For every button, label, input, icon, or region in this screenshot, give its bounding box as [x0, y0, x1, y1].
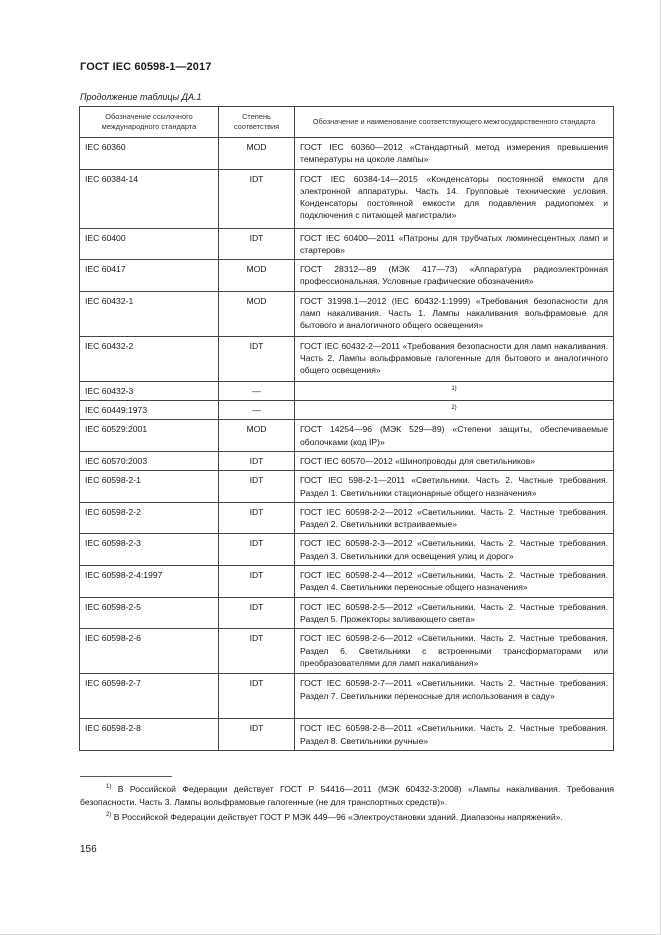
column-header-reference: Обозначение ссылочного международного стандарта: [80, 107, 219, 138]
interstate-standard-cell: ГОСТ IEC 598-2-1—2011 «Светильники. Часть 2. Частные требования. Раздел 1. Светильники стационарные общего назначения»: [295, 471, 614, 503]
conformity-degree-cell: MOD: [219, 420, 295, 452]
standards-table: [79, 106, 614, 751]
interstate-standard-cell: ГОСТ 14254—96 (МЭК 529—89) «Степени защиты, обеспечиваемые оболочками (код IP)»: [295, 420, 614, 452]
conformity-degree-cell: IDT: [219, 336, 295, 381]
page-number: 156: [80, 844, 97, 855]
footnote-reference: 2): [451, 405, 457, 412]
table-row: [80, 451, 614, 470]
conformity-degree-cell: IDT: [219, 566, 295, 598]
conformity-degree-cell: MOD: [219, 260, 295, 292]
conformity-degree-cell: IDT: [219, 169, 295, 228]
table-row: [80, 597, 614, 629]
table-header-row: [80, 107, 614, 138]
footnote-1: [80, 783, 614, 809]
interstate-standard-cell: ГОСТ IEC 60598-2-4—2012 «Светильники. Часть 2. Частные требования. Раздел 4. Светильники переносные общего назначения»: [295, 566, 614, 598]
footnote-1-mark: 1): [106, 784, 112, 790]
table-body: [80, 138, 614, 751]
table-row: [80, 674, 614, 719]
reference-standard-cell: IEC 60598-2-4:1997: [80, 566, 219, 598]
interstate-standard-cell: ГОСТ IEC 60570—2012 «Шинопроводы для светильников»: [295, 451, 614, 470]
reference-standard-cell: IEC 60449:1973: [80, 401, 219, 420]
interstate-standard-cell: ГОСТ IEC 60598-2-2—2012 «Светильники. Часть 2. Частные требования. Раздел 2. Светильники встраиваемые»: [295, 502, 614, 534]
reference-standard-cell: IEC 60400: [80, 228, 219, 260]
interstate-standard-cell: ГОСТ IEC 60384-14—2015 «Конденсаторы постоянной емкости для электронной аппаратуры. Часть 14. Групповые технические условия. Конденсаторы постоянной емкости для подавления радиопомех и подключения с питающей магистрали»: [295, 169, 614, 228]
reference-standard-cell: IEC 60570:2003: [80, 451, 219, 470]
reference-standard-cell: IEC 60529:2001: [80, 420, 219, 452]
footnote-divider: [80, 776, 172, 777]
conformity-degree-cell: MOD: [219, 138, 295, 170]
reference-standard-cell: IEC 60598-2-7: [80, 674, 219, 719]
table-row: [80, 260, 614, 292]
interstate-standard-cell: ГОСТ IEC 60598-2-3—2012 «Светильники. Часть 2. Частные требования. Раздел 3. Светильники для освещения улиц и дорог»: [295, 534, 614, 566]
interstate-standard-cell: ГОСТ IEC 60432-2—2011 «Требования безопасности для ламп накаливания. Часть 2. Лампы вольфрамовые галогенные для бытового и аналогичного общего освещения»: [295, 336, 614, 381]
reference-standard-cell: IEC 60598-2-1: [80, 471, 219, 503]
reference-standard-cell: IEC 60598-2-8: [80, 719, 219, 751]
reference-standard-cell: IEC 60432-1: [80, 291, 219, 336]
interstate-standard-cell: ГОСТ IEC 60598-2-6—2012 «Светильники. Часть 2. Частные требования. Раздел 6. Светильники с встроенными трансформаторами или преобразователями для ламп накаливания»: [295, 629, 614, 674]
interstate-standard-cell: ГОСТ 31998.1—2012 (IEC 60432-1:1999) «Требования безопасности для ламп накаливания. Часть 1. Лампы накаливания вольфрамовые для бытового и аналогичного общего освещения»: [295, 291, 614, 336]
conformity-degree-cell: —: [219, 401, 295, 420]
conformity-degree-cell: IDT: [219, 674, 295, 719]
reference-standard-cell: IEC 60360: [80, 138, 219, 170]
table-row: [80, 291, 614, 336]
reference-standard-cell: IEC 60432-2: [80, 336, 219, 381]
reference-standard-cell: IEC 60417: [80, 260, 219, 292]
footnote-2: [80, 811, 614, 824]
reference-standard-cell: IEC 60432-3: [80, 381, 219, 400]
interstate-standard-cell: ГОСТ 28312—89 (МЭК 417—73) «Аппаратура радиоэлектронная профессиональная. Условные графические обозначения»: [295, 260, 614, 292]
table-row: [80, 534, 614, 566]
table-row: [80, 420, 614, 452]
interstate-standard-cell: ГОСТ IEC 60400—2011 «Патроны для трубчатых люминесцентных ламп и стартеров»: [295, 228, 614, 260]
table-row: [80, 502, 614, 534]
interstate-standard-cell: ГОСТ IEC 60360—2012 «Стандартный метод измерения превышения температуры на цоколе лампы»: [295, 138, 614, 170]
conformity-degree-cell: IDT: [219, 502, 295, 534]
conformity-degree-cell: —: [219, 381, 295, 400]
document-header: ГОСТ IEC 60598-1—2017: [80, 61, 212, 73]
conformity-degree-cell: IDT: [219, 534, 295, 566]
column-header-degree: Степень соответствия: [219, 107, 295, 138]
table-caption: Продолжение таблицы ДА.1: [80, 92, 202, 102]
conformity-degree-cell: MOD: [219, 291, 295, 336]
reference-standard-cell: IEC 60598-2-3: [80, 534, 219, 566]
interstate-standard-cell: ГОСТ IEC 60598-2-8—2011 «Светильники. Часть 2. Частные требования. Раздел 8. Светильники ручные»: [295, 719, 614, 751]
reference-standard-cell: IEC 60598-2-5: [80, 597, 219, 629]
table-row: [80, 401, 614, 420]
reference-standard-cell: IEC 60598-2-6: [80, 629, 219, 674]
table-row: [80, 629, 614, 674]
interstate-standard-cell: [295, 381, 614, 400]
table-row: [80, 138, 614, 170]
conformity-degree-cell: IDT: [219, 451, 295, 470]
table-row: [80, 169, 614, 228]
footnote-reference: 1): [451, 385, 457, 392]
table-row: [80, 471, 614, 503]
table-row: [80, 381, 614, 400]
interstate-standard-cell: [295, 401, 614, 420]
conformity-degree-cell: IDT: [219, 629, 295, 674]
footnote-1-text: В Российской Федерации действует ГОСТ Р 54416—2011 (МЭК 60432-3:2008) «Лампы накаливания. Требования безопасности. Часть 3. Лампы вольфрамовые галогенные (не для транспортных средств)».: [80, 784, 614, 807]
column-header-interstate-standard: Обозначение и наименование соответствующего межгосударственного стандарта: [295, 107, 614, 138]
conformity-degree-cell: IDT: [219, 471, 295, 503]
conformity-degree-cell: IDT: [219, 597, 295, 629]
footnote-2-text: В Российской Федерации действует ГОСТ Р МЭК 449—96 «Электроустановки зданий. Диапазоны напряжений».: [113, 812, 563, 822]
reference-standard-cell: IEC 60384-14: [80, 169, 219, 228]
conformity-degree-cell: IDT: [219, 228, 295, 260]
interstate-standard-cell: ГОСТ IEC 60598-2-7—2011 «Светильники. Часть 2. Частные требования. Раздел 7. Светильники переносные для использования в саду»: [295, 674, 614, 719]
conformity-degree-cell: IDT: [219, 719, 295, 751]
footnote-2-mark: 2): [106, 812, 112, 818]
table-row: [80, 336, 614, 381]
reference-standard-cell: IEC 60598-2-2: [80, 502, 219, 534]
interstate-standard-cell: ГОСТ IEC 60598-2-5—2012 «Светильники. Часть 2. Частные требования. Раздел 5. Прожекторы заливающего света»: [295, 597, 614, 629]
table-row: [80, 228, 614, 260]
table-row: [80, 566, 614, 598]
table-row: [80, 719, 614, 751]
